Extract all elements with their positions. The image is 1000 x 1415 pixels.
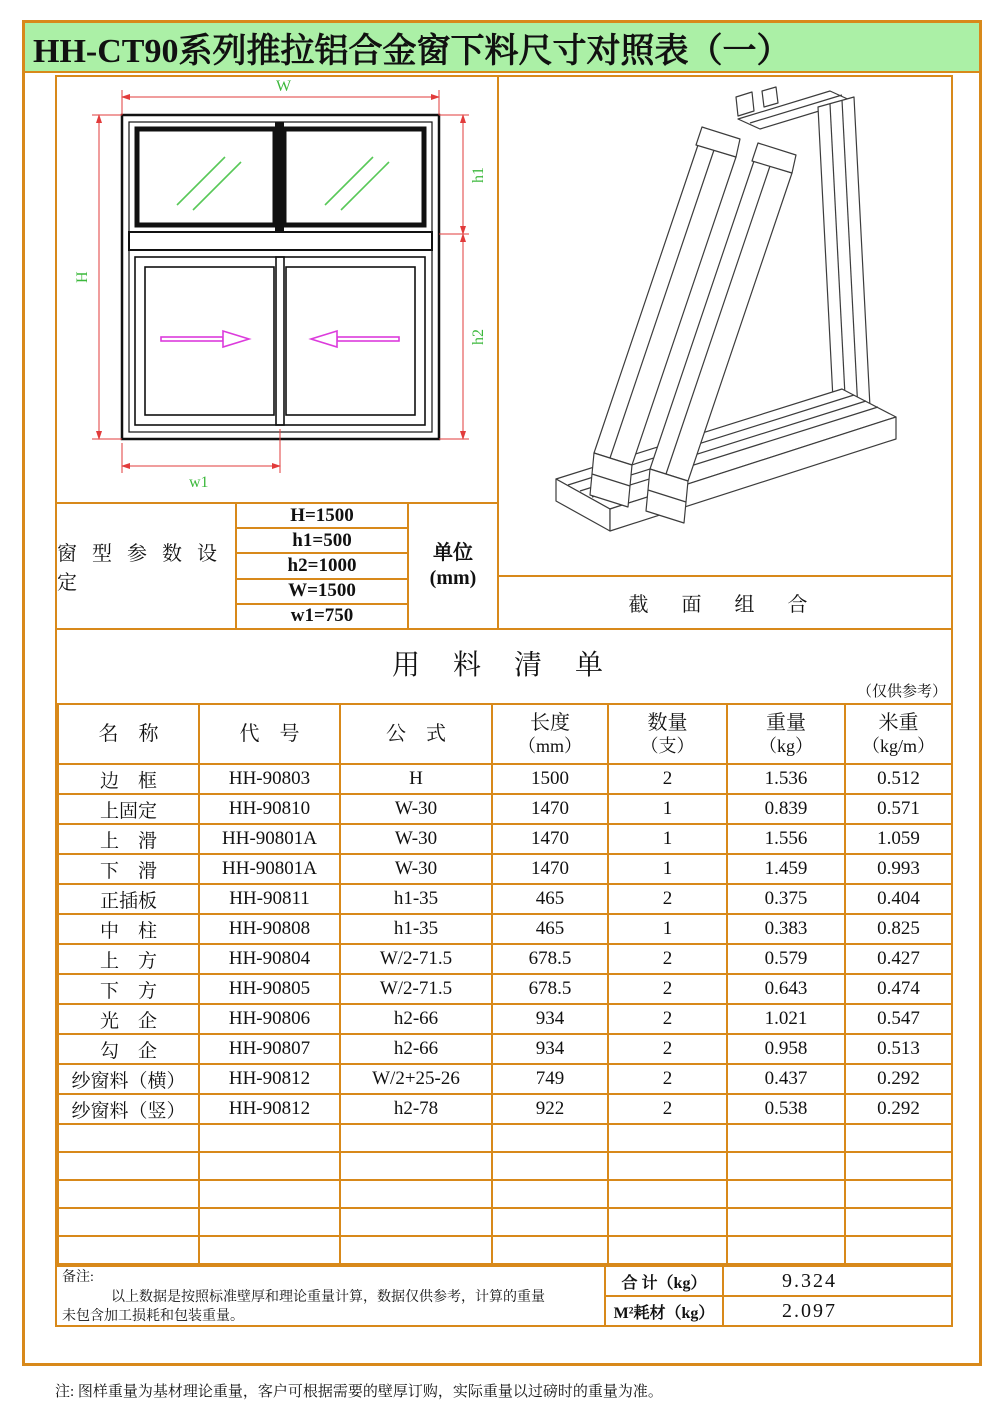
cell-code: HH-90811 <box>199 884 340 914</box>
cell-meter-weight: 0.427 <box>845 944 952 974</box>
cell-formula: W/2-71.5 <box>340 974 492 1004</box>
param-value-H: H=1500 <box>237 504 407 529</box>
cell-qty: 2 <box>608 1064 727 1094</box>
cell-meter-weight: 0.512 <box>845 764 952 794</box>
cell-name: 光 企 <box>58 1004 199 1034</box>
cell-name: 纱窗料（横） <box>58 1064 199 1094</box>
table-row <box>58 974 952 1004</box>
empty-cell <box>340 1124 492 1152</box>
cell-meter-weight: 0.571 <box>845 794 952 824</box>
table-row <box>58 824 952 854</box>
cell-qty: 2 <box>608 974 727 1004</box>
cell-weight: 0.643 <box>727 974 845 1004</box>
table-row <box>58 1094 952 1124</box>
header-line: 重量 <box>766 711 806 734</box>
cell-meter-weight: 0.292 <box>845 1094 952 1124</box>
empty-cell <box>199 1152 340 1180</box>
cell-length: 922 <box>492 1094 608 1124</box>
cell-formula: H <box>340 764 492 794</box>
dim-label-h2: h2 <box>470 329 487 345</box>
cell-qty: 1 <box>608 914 727 944</box>
cell-qty: 1 <box>608 824 727 854</box>
remark-line-1: 以上数据是按照标准壁厚和理论重量计算，数据仅供参考，计算的重量 <box>111 1289 545 1305</box>
cell-formula: h1-35 <box>340 914 492 944</box>
param-value-W: W=1500 <box>237 580 407 605</box>
cell-formula: h2-78 <box>340 1094 492 1124</box>
cell-meter-weight: 1.059 <box>845 824 952 854</box>
empty-cell <box>492 1208 608 1236</box>
cell-length: 1470 <box>492 794 608 824</box>
empty-cell <box>492 1152 608 1180</box>
cell-formula: W/2+25-26 <box>340 1064 492 1094</box>
cell-code: HH-90803 <box>199 764 340 794</box>
cell-length: 749 <box>492 1064 608 1094</box>
header-line: 公 式 <box>386 722 446 745</box>
param-unit-line1: 单位 <box>433 542 473 564</box>
cell-code: HH-90812 <box>199 1064 340 1094</box>
table-row <box>58 854 952 884</box>
remark-cell <box>57 1267 606 1325</box>
empty-cell <box>58 1208 199 1236</box>
col-header-code <box>199 704 340 764</box>
cell-length: 678.5 <box>492 974 608 1004</box>
empty-cell <box>340 1208 492 1236</box>
cell-code: HH-90801A <box>199 854 340 884</box>
header-line: 米重 <box>878 711 919 734</box>
empty-cell <box>340 1180 492 1208</box>
cell-formula: h2-66 <box>340 1004 492 1034</box>
empty-cell <box>58 1152 199 1180</box>
cell-length: 1470 <box>492 824 608 854</box>
param-unit-line2: (mm) <box>429 567 477 589</box>
cell-name: 上 方 <box>58 944 199 974</box>
consumable-value: 2.097 <box>782 1299 837 1322</box>
empty-cell <box>727 1180 845 1208</box>
empty-cell <box>608 1152 727 1180</box>
empty-cell <box>727 1124 845 1152</box>
total-row <box>606 1297 951 1325</box>
slide-direction-arrows <box>161 331 399 347</box>
table-row <box>58 764 952 794</box>
materials-title: 用 料 清 单 <box>391 650 616 681</box>
empty-cell <box>608 1208 727 1236</box>
empty-cell <box>608 1180 727 1208</box>
total-value: 9.324 <box>782 1269 837 1292</box>
remark-label: 备注: <box>62 1270 94 1285</box>
cell-meter-weight: 0.513 <box>845 1034 952 1064</box>
header-line: （mm） <box>517 735 582 756</box>
cell-length: 465 <box>492 914 608 944</box>
cell-length: 934 <box>492 1034 608 1064</box>
cell-code: HH-90805 <box>199 974 340 1004</box>
table-row <box>58 794 952 824</box>
cell-name: 上 滑 <box>58 824 199 854</box>
col-header-meter-weight <box>845 704 952 764</box>
cell-code: HH-90801A <box>199 824 340 854</box>
cell-name: 下 方 <box>58 974 199 1004</box>
cell-name: 下 滑 <box>58 854 199 884</box>
cell-weight: 0.538 <box>727 1094 845 1124</box>
cell-length: 465 <box>492 884 608 914</box>
empty-cell <box>608 1236 727 1264</box>
cell-name: 边 框 <box>58 764 199 794</box>
empty-cell <box>199 1124 340 1152</box>
empty-cell <box>492 1236 608 1264</box>
col-header-name <box>58 704 199 764</box>
empty-cell <box>340 1236 492 1264</box>
table-row <box>58 914 952 944</box>
empty-cell <box>58 1124 199 1152</box>
materials-table <box>57 703 953 1265</box>
param-table <box>57 502 497 628</box>
cell-formula: W-30 <box>340 854 492 884</box>
cell-weight: 1.536 <box>727 764 845 794</box>
footer-note: 注: 图样重量为基材理论重量，客户可根据需要的壁厚订购，实际重量以过磅时的重量为准。 <box>55 1384 663 1400</box>
table-row <box>58 1034 952 1064</box>
cell-formula: W-30 <box>340 824 492 854</box>
empty-cell <box>199 1180 340 1208</box>
empty-row <box>58 1208 952 1236</box>
cell-qty: 2 <box>608 1004 727 1034</box>
total-label: 合 计（kg） <box>606 1267 724 1295</box>
dim-label-w: W <box>276 78 292 95</box>
empty-row <box>58 1124 952 1152</box>
header-row <box>58 704 952 764</box>
cell-name: 中 柱 <box>58 914 199 944</box>
cell-length: 934 <box>492 1004 608 1034</box>
empty-cell <box>492 1124 608 1152</box>
cell-meter-weight: 0.474 <box>845 974 952 1004</box>
dim-label-w1: w1 <box>189 474 209 491</box>
param-value-w1: w1=750 <box>290 605 354 627</box>
cell-meter-weight: 0.825 <box>845 914 952 944</box>
empty-cell <box>58 1180 199 1208</box>
header-line: （kg） <box>759 735 813 756</box>
cell-weight: 0.437 <box>727 1064 845 1094</box>
totals <box>606 1267 951 1325</box>
cell-formula: h2-66 <box>340 1034 492 1064</box>
cell-code: HH-90808 <box>199 914 340 944</box>
sheet-border <box>22 20 982 1366</box>
table-row <box>58 884 952 914</box>
table-row <box>58 1064 952 1094</box>
top-section <box>57 77 951 628</box>
cell-qty: 1 <box>608 854 727 884</box>
dim-label-h1: h1 <box>470 167 487 183</box>
main-grid <box>55 75 953 1327</box>
page-title: HH-CT90系列推拉铝合金窗下料尺寸对照表（一） <box>25 23 979 73</box>
cell-code: HH-90806 <box>199 1004 340 1034</box>
param-unit-cell <box>409 504 497 628</box>
summary-band <box>57 1265 951 1325</box>
cell-weight: 1.459 <box>727 854 845 884</box>
empty-cell <box>845 1152 952 1180</box>
cell-length: 678.5 <box>492 944 608 974</box>
empty-row <box>58 1236 952 1264</box>
cell-name: 纱窗料（竖） <box>58 1094 199 1124</box>
cell-meter-weight: 0.404 <box>845 884 952 914</box>
empty-cell <box>845 1208 952 1236</box>
cell-length: 1470 <box>492 854 608 884</box>
cell-qty: 2 <box>608 944 727 974</box>
cell-name: 上固定 <box>58 794 199 824</box>
cell-qty: 2 <box>608 764 727 794</box>
col-header-length <box>492 704 608 764</box>
header-line: 代 号 <box>239 722 300 745</box>
cell-weight: 0.579 <box>727 944 845 974</box>
remark-line-2: 未包含加工损耗和包装重量。 <box>62 1309 244 1325</box>
empty-cell <box>199 1236 340 1264</box>
param-values <box>237 504 409 628</box>
section-caption: 截 面 组 合 <box>499 575 951 628</box>
col-header-formula <box>340 704 492 764</box>
cell-name: 勾 企 <box>58 1034 199 1064</box>
cell-formula: W/2-71.5 <box>340 944 492 974</box>
cell-weight: 0.839 <box>727 794 845 824</box>
cell-code: HH-90810 <box>199 794 340 824</box>
table-row <box>58 1004 952 1034</box>
empty-cell <box>845 1124 952 1152</box>
cell-meter-weight: 0.292 <box>845 1064 952 1094</box>
reference-note: （仅供参考） <box>856 684 947 700</box>
cell-qty: 2 <box>608 884 727 914</box>
cell-weight: 1.556 <box>727 824 845 854</box>
total-row <box>606 1267 951 1297</box>
cell-formula: W-30 <box>340 794 492 824</box>
cell-meter-weight: 0.993 <box>845 854 952 884</box>
cell-length: 1500 <box>492 764 608 794</box>
empty-cell <box>727 1152 845 1180</box>
empty-row <box>58 1152 952 1180</box>
consumable-label: M²耗材（kg） <box>606 1297 724 1325</box>
header-line: 名 称 <box>98 722 159 745</box>
empty-cell <box>199 1208 340 1236</box>
empty-cell <box>845 1180 952 1208</box>
dim-label-h: H <box>74 271 91 283</box>
cell-weight: 0.383 <box>727 914 845 944</box>
cell-code: HH-90804 <box>199 944 340 974</box>
window-elevation-drawing <box>57 77 499 502</box>
cell-weight: 0.958 <box>727 1034 845 1064</box>
empty-cell <box>608 1124 727 1152</box>
cell-meter-weight: 0.547 <box>845 1004 952 1034</box>
cell-qty: 2 <box>608 1094 727 1124</box>
header-line: （支） <box>640 735 695 756</box>
materials-body <box>58 764 952 1264</box>
param-value-h2: h2=1000 <box>237 554 407 579</box>
col-header-qty <box>608 704 727 764</box>
empty-cell <box>492 1180 608 1208</box>
cell-code: HH-90812 <box>199 1094 340 1124</box>
cell-code: HH-90807 <box>199 1034 340 1064</box>
col-header-weight <box>727 704 845 764</box>
empty-cell <box>845 1236 952 1264</box>
cell-name: 正插板 <box>58 884 199 914</box>
cell-qty: 2 <box>608 1034 727 1064</box>
section-view-panel <box>499 77 951 628</box>
empty-row <box>58 1180 952 1208</box>
header-line: 数量 <box>647 711 688 734</box>
materials-title-band <box>57 628 951 703</box>
table-row <box>58 944 952 974</box>
cell-weight: 1.021 <box>727 1004 845 1034</box>
window-diagram-panel <box>57 77 499 628</box>
empty-cell <box>727 1208 845 1236</box>
empty-cell <box>727 1236 845 1264</box>
empty-cell <box>58 1236 199 1264</box>
cell-formula: h1-35 <box>340 884 492 914</box>
cell-qty: 1 <box>608 794 727 824</box>
param-group-label: 窗 型 参 数 设 定 <box>57 504 237 628</box>
param-value-h1: h1=500 <box>237 529 407 554</box>
empty-cell <box>340 1152 492 1180</box>
section-isometric-drawing <box>499 77 951 575</box>
cell-weight: 0.375 <box>727 884 845 914</box>
header-line: 长度 <box>530 711 570 734</box>
header-line: （kg/m） <box>861 735 935 756</box>
